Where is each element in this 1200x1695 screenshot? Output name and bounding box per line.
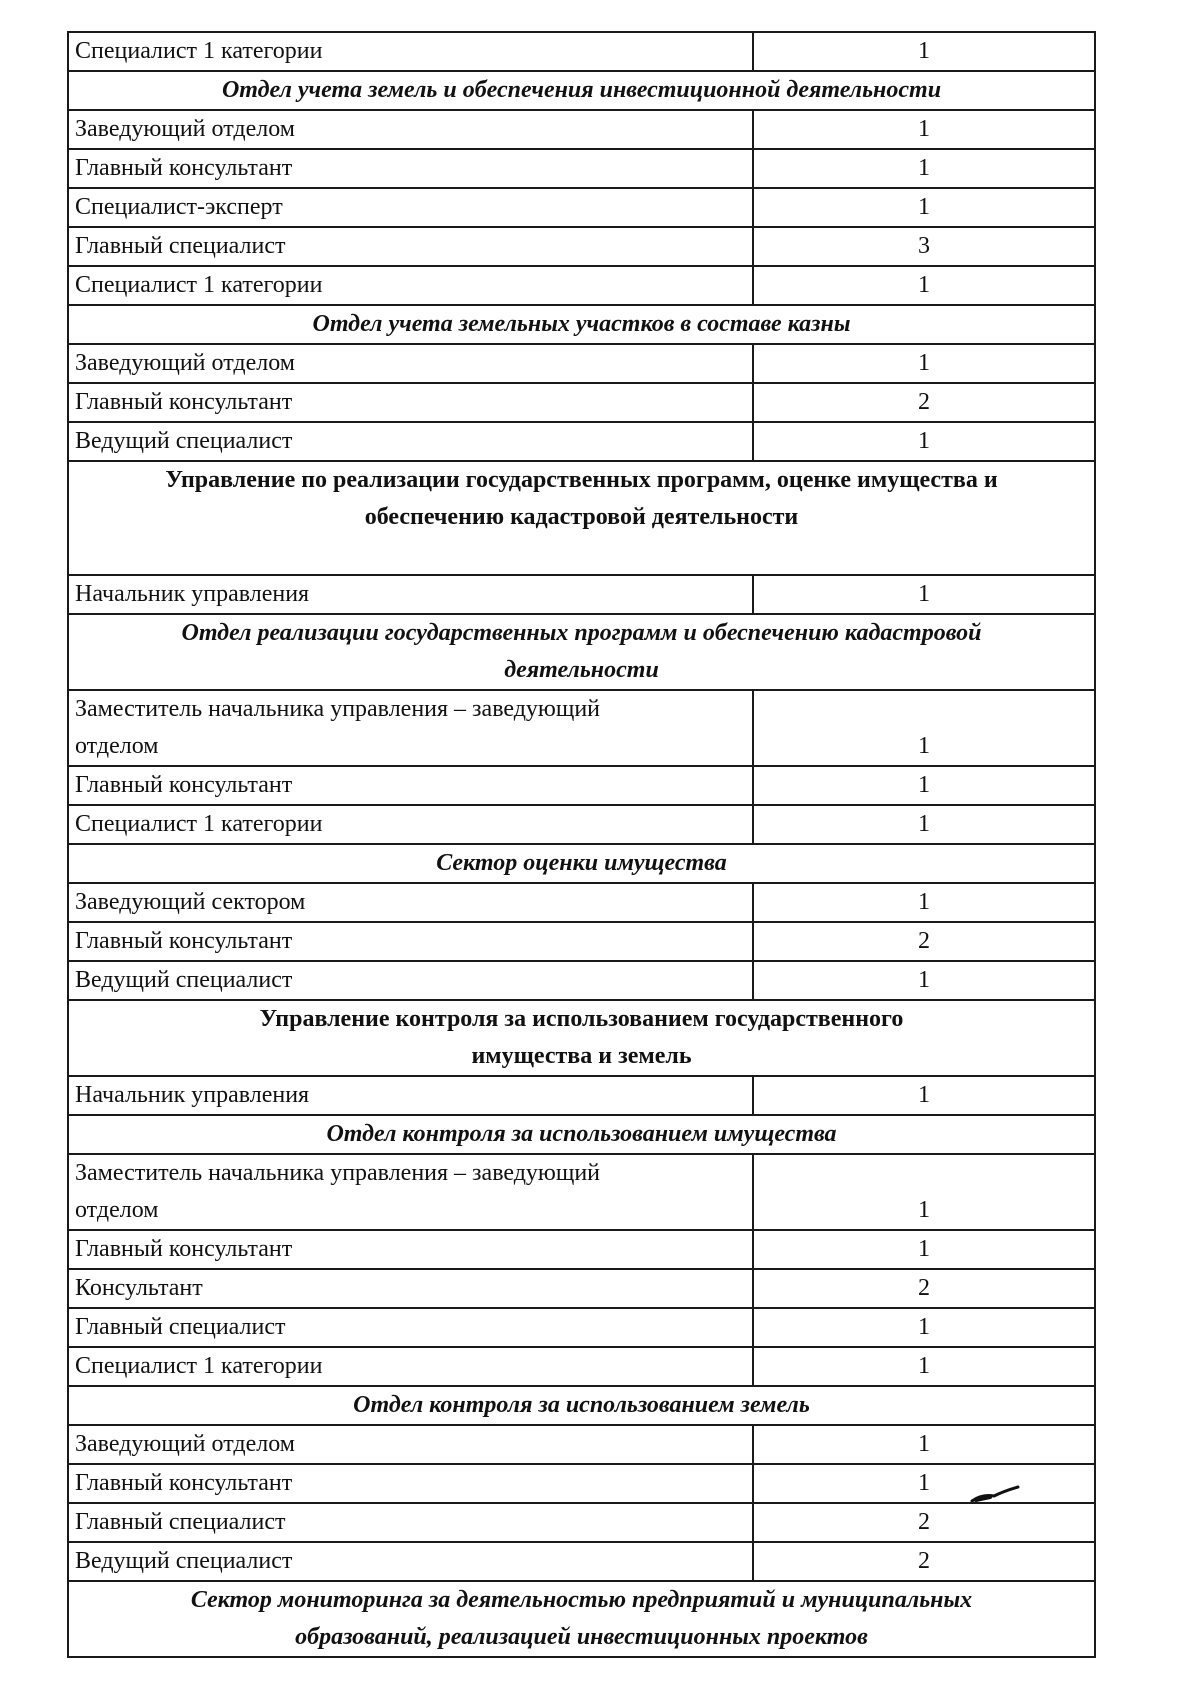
position-count: 2	[753, 1503, 1095, 1542]
position-count: 1	[753, 344, 1095, 383]
position-count: 1	[753, 1230, 1095, 1269]
position-name: Главный консультант	[68, 149, 753, 188]
position-count: 2	[753, 383, 1095, 422]
department-title	[68, 614, 1095, 690]
position-name: Главный специалист	[68, 1503, 753, 1542]
table-row	[68, 422, 1095, 461]
position-count: 1	[753, 110, 1095, 149]
staffing-table	[67, 31, 1096, 1658]
department-title-line: Отдел реализации государственных программ и обеспечению кадастровой	[181, 620, 982, 646]
position-count: 1	[753, 1464, 1095, 1503]
position-count: 1	[753, 805, 1095, 844]
department-header-row	[68, 71, 1095, 110]
position-count: 1	[753, 690, 1095, 766]
department-header-row	[68, 1115, 1095, 1154]
position-name: Главный консультант	[68, 1464, 753, 1503]
position-name: Консультант	[68, 1269, 753, 1308]
division-title	[68, 1000, 1095, 1076]
department-title: Отдел учета земельных участков в составе казны	[68, 305, 1095, 344]
department-title: Отдел учета земель и обеспечения инвестиционной деятельности	[68, 71, 1095, 110]
position-name: Специалист-эксперт	[68, 188, 753, 227]
department-title-line: деятельности	[504, 657, 659, 683]
table-row	[68, 922, 1095, 961]
position-name: Заведующий сектором	[68, 883, 753, 922]
division-title-line: обеспечению кадастровой деятельности	[364, 504, 799, 530]
table-row	[68, 1230, 1095, 1269]
position-count: 1	[753, 1425, 1095, 1464]
department-title	[68, 1581, 1095, 1657]
position-name: Заведующий отделом	[68, 1425, 753, 1464]
department-title: Отдел контроля за использованием имущества	[68, 1115, 1095, 1154]
table-row	[68, 1425, 1095, 1464]
position-count: 1	[753, 188, 1095, 227]
division-header-row	[68, 1000, 1095, 1076]
table-row	[68, 149, 1095, 188]
position-name: Начальник управления	[68, 575, 753, 614]
table-row	[68, 344, 1095, 383]
table-row	[68, 1154, 1095, 1230]
position-name-line: отделом	[75, 733, 159, 759]
position-count: 1	[753, 149, 1095, 188]
department-header-row	[68, 1581, 1095, 1657]
table-row	[68, 110, 1095, 149]
position-count: 2	[753, 1542, 1095, 1581]
table-row	[68, 1347, 1095, 1386]
position-name: Ведущий специалист	[68, 422, 753, 461]
pen-stroke-mark	[970, 1484, 1020, 1506]
position-count: 1	[753, 575, 1095, 614]
position-name: Главный консультант	[68, 922, 753, 961]
table-row	[68, 1269, 1095, 1308]
position-name: Начальник управления	[68, 1076, 753, 1115]
position-count: 3	[753, 227, 1095, 266]
department-header-row	[68, 305, 1095, 344]
position-name: Специалист 1 категории	[68, 266, 753, 305]
position-name: Специалист 1 категории	[68, 32, 753, 71]
table-row	[68, 575, 1095, 614]
position-name-cell	[68, 690, 753, 766]
position-count: 1	[753, 266, 1095, 305]
position-count: 1	[753, 961, 1095, 1000]
table-row	[68, 32, 1095, 71]
position-name: Специалист 1 категории	[68, 1347, 753, 1386]
table-row	[68, 766, 1095, 805]
department-header-row	[68, 1386, 1095, 1425]
division-title-line: имущества и земель	[471, 1043, 692, 1069]
position-name: Ведущий специалист	[68, 961, 753, 1000]
position-count: 1	[753, 1154, 1095, 1230]
division-title-line: Управление по реализации государственных программ, оценке имущества и	[165, 467, 998, 493]
department-title: Сектор оценки имущества	[68, 844, 1095, 883]
position-name: Заведующий отделом	[68, 344, 753, 383]
position-name-line: отделом	[75, 1197, 159, 1223]
position-name: Главный специалист	[68, 227, 753, 266]
position-name: Главный консультант	[68, 383, 753, 422]
position-name: Заведующий отделом	[68, 110, 753, 149]
division-header-row	[68, 461, 1095, 575]
department-header-row	[68, 614, 1095, 690]
staffing-table-body	[68, 32, 1095, 1657]
position-name-line: Заместитель начальника управления – заведующий	[75, 1160, 601, 1186]
department-title-line: образований, реализацией инвестиционных проектов	[295, 1624, 868, 1650]
position-count: 1	[753, 32, 1095, 71]
department-title-line: Сектор мониторинга за деятельностью предприятий и муниципальных	[190, 1587, 973, 1613]
division-title-line: Управление контроля за использованием государственного	[259, 1006, 904, 1032]
position-count: 1	[753, 1347, 1095, 1386]
position-name-cell	[68, 1154, 753, 1230]
table-row	[68, 805, 1095, 844]
table-row	[68, 1464, 1095, 1503]
position-name-line: Заместитель начальника управления – заведующий	[75, 696, 601, 722]
position-count: 1	[753, 766, 1095, 805]
position-name: Главный консультант	[68, 1230, 753, 1269]
table-row	[68, 1076, 1095, 1115]
table-row	[68, 1308, 1095, 1347]
division-title	[68, 461, 1095, 575]
position-name: Главный специалист	[68, 1308, 753, 1347]
table-row	[68, 883, 1095, 922]
position-count: 1	[753, 883, 1095, 922]
table-row	[68, 188, 1095, 227]
table-row	[68, 1503, 1095, 1542]
table-row	[68, 383, 1095, 422]
table-row	[68, 227, 1095, 266]
position-count: 1	[753, 1308, 1095, 1347]
table-row	[68, 690, 1095, 766]
position-count: 1	[753, 1076, 1095, 1115]
position-name: Специалист 1 категории	[68, 805, 753, 844]
table-row	[68, 266, 1095, 305]
department-header-row	[68, 844, 1095, 883]
position-name: Ведущий специалист	[68, 1542, 753, 1581]
position-count: 2	[753, 1269, 1095, 1308]
position-name: Главный консультант	[68, 766, 753, 805]
department-title: Отдел контроля за использованием земель	[68, 1386, 1095, 1425]
table-row	[68, 1542, 1095, 1581]
position-count: 2	[753, 922, 1095, 961]
table-row	[68, 961, 1095, 1000]
position-count: 1	[753, 422, 1095, 461]
